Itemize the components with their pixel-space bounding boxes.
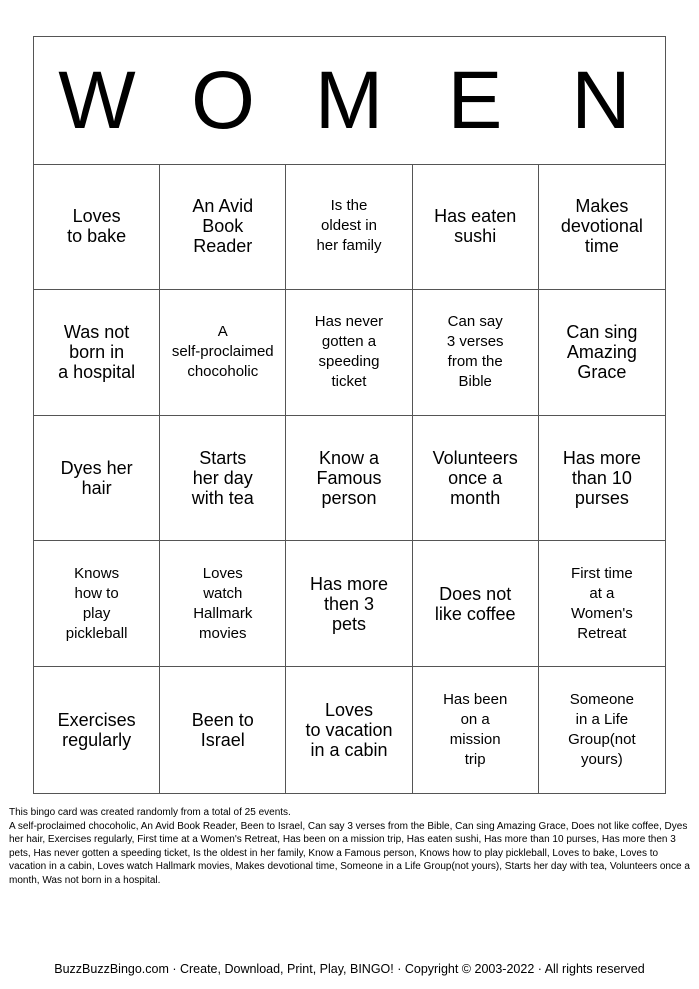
title-letter: M bbox=[314, 54, 384, 146]
bingo-cell: Is the oldest in her family bbox=[286, 164, 412, 290]
events-note bbox=[9, 806, 693, 887]
bingo-cell: An Avid Book Reader bbox=[160, 164, 286, 290]
bingo-cell: Can say 3 verses from the Bible bbox=[413, 290, 539, 416]
title-letter: O bbox=[191, 54, 255, 146]
bingo-cell: Has eaten sushi bbox=[413, 164, 539, 290]
bingo-title-row bbox=[34, 37, 665, 165]
bingo-cell: Know a Famous person bbox=[286, 416, 412, 542]
bingo-cell: Makes devotional time bbox=[539, 164, 665, 290]
bingo-cell: Exercises regularly bbox=[34, 667, 160, 793]
title-letter: N bbox=[571, 54, 631, 146]
title-letter: E bbox=[447, 54, 503, 146]
bingo-cell: Does not like coffee bbox=[413, 541, 539, 667]
bingo-cell: Dyes her hair bbox=[34, 416, 160, 542]
bingo-cell: First time at a Women's Retreat bbox=[539, 541, 665, 667]
bingo-cell: A self-proclaimed chocoholic bbox=[160, 290, 286, 416]
bingo-cell: Someone in a Life Group(not yours) bbox=[568, 691, 636, 769]
bingo-cell: Volunteers once a month bbox=[413, 416, 539, 542]
events-list: A self-proclaimed chocoholic, An Avid Book Reader, Been to Israel, Can say 3 verses from the Bible, Can sing Amazing Grace, Does not like coffee, Dyes her hair, Exercises regularly, First time at a Women's Retreat, Has been on a mission trip, Has eaten sushi, Has more than 10 purses, Has more then 3 pets, Has never gotten a speeding ticket, Is the oldest in her family, Know a Famous person, Knows how to play pickleball, Loves to bake, Loves to vacation in a cabin, Loves watch Hallmark movies, Makes devotional time, Someone in a Life Group(not yours), Starts her day with tea, Volunteers once a month, Was not born in a hospital. bbox=[9, 820, 690, 886]
events-note-intro: This bingo card was created randomly from a total of 25 events. bbox=[9, 807, 291, 818]
bingo-card bbox=[33, 36, 666, 794]
bingo-cell: Was not born in a hospital bbox=[34, 290, 160, 416]
bingo-cell: Loves watch Hallmark movies bbox=[160, 541, 286, 667]
bingo-cell: Has more then 3 pets bbox=[286, 541, 412, 667]
bingo-cell: Starts her day with tea bbox=[160, 416, 286, 542]
bingo-cell: Knows how to play pickleball bbox=[34, 541, 160, 667]
bingo-cell: Been to Israel bbox=[160, 667, 286, 793]
bingo-cell: Has been on a mission trip bbox=[413, 667, 539, 793]
title-letter: W bbox=[58, 54, 136, 146]
bingo-cell: Loves to bake bbox=[34, 164, 160, 290]
bingo-cell: Can sing Amazing Grace bbox=[539, 290, 665, 416]
site-footer: BuzzBuzzBingo.com · Create, Download, Print, Play, BINGO! · Copyright © 2003-2022 · All rights reserved bbox=[54, 962, 645, 976]
bingo-grid bbox=[34, 164, 665, 793]
bingo-cell: Loves to vacation in a cabin bbox=[286, 667, 412, 793]
bingo-cell: Has more than 10 purses bbox=[539, 416, 665, 542]
bingo-cell: Has never gotten a speeding ticket bbox=[286, 290, 412, 416]
